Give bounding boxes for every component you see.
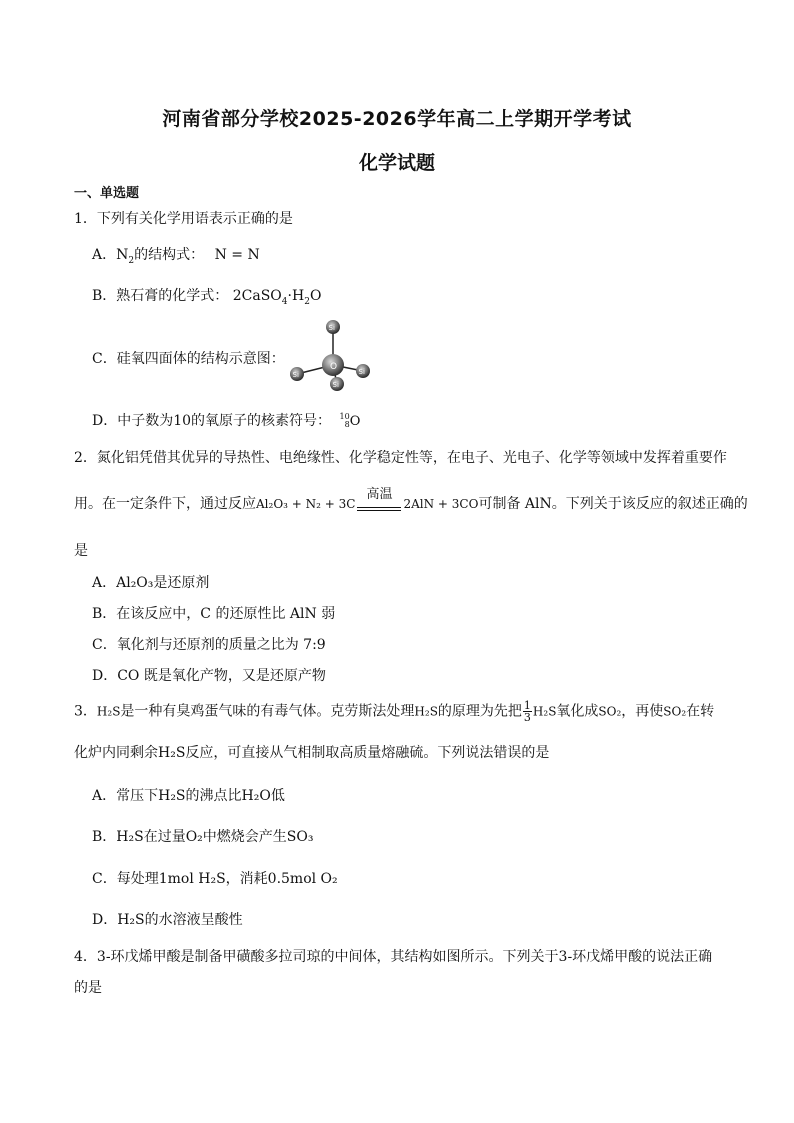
question-2-option-d: D．CO 既是氧化产物，又是还原产物 (92, 668, 326, 684)
question-3-option-c: C．每处理1mol H₂S，消耗0.5mol O₂ (92, 871, 338, 887)
question-4-line-1: 4．3-环戊烯甲酸是制备甲磺酸多拉司琼的中间体，其结构如图所示。下列关于3-环戊烯甲酸的说法正确 (74, 949, 713, 965)
exam-subtitle: 化学试题 (358, 152, 435, 174)
exam-title: 河南省部分学校2025-2026学年高二上学期开学考试 (162, 108, 632, 130)
section-heading: 一、单选题 (74, 186, 140, 201)
question-1-option-c: C．硅氧四面体的结构示意图： (92, 351, 285, 367)
oxygen-label: O (330, 362, 338, 372)
question-1-option-b: B．熟石膏的化学式： $2CaSO_4\cdot H_2O$ (92, 288, 322, 307)
question-3-option-d: D．H₂S的水溶液呈酸性 (92, 912, 243, 928)
question-2-option-b: B．在该反应中，C 的还原性比 AlN 弱 (92, 606, 336, 622)
question-2-line-3: 是 (74, 543, 88, 559)
question-1-stem: 1．下列有关化学用语表示正确的是 (74, 211, 293, 227)
question-3-line-2: 化炉内同剩余H₂S反应，可直接从气相制取高质量熔融硫。下列说法错误的是 (74, 745, 550, 761)
nuclide-numbers: 10 8 (339, 412, 350, 429)
question-3-option-b: B．H₂S在过量O₂中燃烧会产生SO₃ (92, 829, 314, 845)
silicon-label-right: Si (358, 368, 365, 376)
question-4-line-2: 的是 (74, 980, 102, 996)
silicon-label-bottom: Si (332, 381, 339, 389)
question-1-option-d: D．中子数为10的氧原子的核素符号： 10 8 O (92, 412, 361, 429)
question-2-option-a: A．Al₂O₃是还原剂 (92, 575, 210, 591)
question-3-line-1: 3．H₂S是一种有臭鸡蛋气味的有毒气体。克劳斯法处理H₂S的原理为先把 $\frac{1}{3}$ H₂S氧化成SO₂，再使SO₂在转 (74, 699, 715, 724)
question-3-option-a: A．常压下H₂S的沸点比H₂O低 (92, 788, 285, 804)
question-2-option-c: C．氧化剂与还原剂的质量之比为 7:9 (92, 637, 326, 653)
question-2-line-2: 用。在一定条件下，通过反应Al₂O₃ + N₂ + 3C 高温 2AlN + 3CO可制备 AlN。下列关于该反应的叙述正确的 (74, 487, 748, 512)
question-1-option-a: A．$N_2$的结构式： N = N (92, 247, 260, 266)
silicon-label-left: Si (292, 371, 299, 379)
reaction-arrow: 高温 (357, 495, 401, 513)
fraction-one-third: $\frac{1}{3}$ (523, 699, 531, 724)
silicon-label-top: Si (328, 324, 335, 332)
question-2-line-1: 2．氮化铝凭借其优异的导热性、电绝缘性、化学稳定性等，在电子、光电子、化学等领域中发挥着重要作 (74, 450, 727, 466)
silicon-oxygen-tetrahedron-diagram (285, 316, 375, 392)
